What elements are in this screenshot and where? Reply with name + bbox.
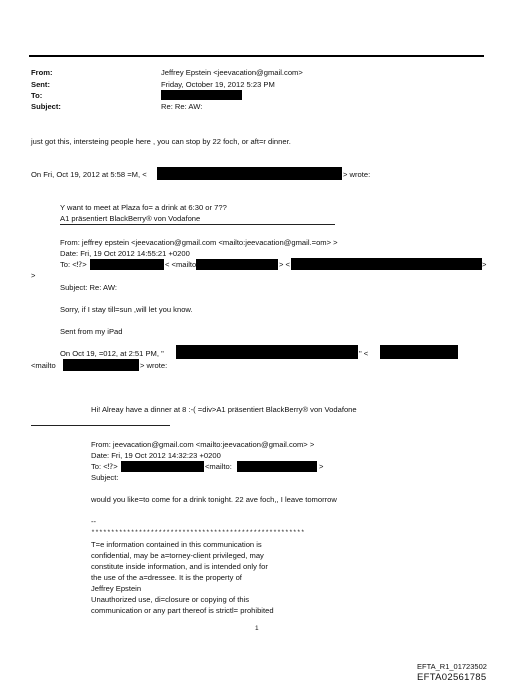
quote3-mailto: <mailto: [31, 361, 56, 370]
disclaimer-line: confidential, may be a=torney-client privileged, may: [91, 551, 264, 560]
redaction-to: [161, 90, 242, 100]
sent-value: Friday, October 19, 2012 5:23 PM: [161, 80, 275, 89]
quote4-subject: Subject:: [91, 473, 119, 482]
quote2-date: Date: Fri, 19 Oct 2012 14:55:21 +0200: [60, 249, 190, 258]
page-number: 1: [255, 625, 259, 632]
quote2-sent: Sent from my iPad: [60, 327, 123, 336]
subject-value: Re: Re: AW:: [161, 102, 203, 111]
quote3-body: Hi! Alreay have a dinner at 8 :-( =div>A1 präsentiert BlackBerry® von Vodafone: [91, 405, 357, 414]
redaction-q4-to-2: [237, 461, 317, 472]
quote4-dash: --: [91, 517, 97, 526]
quote1-line1: Y want to meet at Plaza fo= a drink at 6:30 or 7??: [60, 203, 227, 212]
redaction-q4-to-1: [121, 461, 204, 472]
quote3-on-prefix: On Oct 19, =012, at 2:51 PM, ": [60, 349, 164, 358]
disclaimer-line: Unauthorized use, di=closure or copying of this: [91, 595, 250, 604]
quote2-from: From: jeffrey epstein <jeevacation@gmail.com <mailto:jeevacation@gmail.=om> >: [60, 238, 338, 247]
from-value: Jeffrey Epstein <jeevacation@gmail.com>: [161, 68, 303, 77]
quote2-gt-line: >: [31, 271, 36, 280]
disclaimer-line: constitute inside information, and is intended only for: [91, 562, 268, 571]
quote2-to-mailto: < <mailto: [165, 260, 197, 269]
quote2-subject: Subject: Re: AW:: [60, 283, 117, 292]
quote3-on-mid: " <: [359, 349, 369, 358]
redaction-q3-mailto: [63, 359, 139, 371]
quote3-divider: [31, 425, 170, 426]
disclaimer-line: the use of the a=dressee. It is the property of: [91, 573, 242, 582]
redaction-q2-to-2: [196, 259, 278, 270]
quote2-to-gt: >: [482, 260, 487, 269]
bates-number-1: EFTA_R1_01723502: [417, 662, 487, 671]
sent-label: Sent:: [31, 80, 50, 89]
quote4-to-mailto: <mailto:: [205, 462, 232, 471]
quote1-divider: [60, 224, 335, 225]
redaction-q2-to-3: [291, 258, 482, 270]
redaction-q3-email: [380, 345, 458, 359]
disclaimer-line: T=e information contained in this communication is: [91, 540, 262, 549]
disclaimer-stars: ******************************************************: [91, 529, 305, 536]
quote2-body: Sorry, if I stay till=sun ,will let you know.: [60, 305, 193, 314]
redaction-on-line: [157, 167, 342, 180]
quote4-to-prefix: To: <⁉>: [91, 462, 118, 471]
on-line-suffix: > wrote:: [343, 170, 371, 179]
to-label: To:: [31, 91, 43, 100]
from-label: From:: [31, 68, 53, 77]
redaction-q2-to-1: [90, 259, 164, 270]
disclaimer-line: communication or any part thereof is strictl= prohibited: [91, 606, 274, 615]
bates-number-2: EFTA02561785: [417, 672, 487, 683]
quote4-to-gt: >: [319, 462, 324, 471]
redaction-q3-name: [176, 345, 358, 359]
quote1-line2: A1 präsentiert BlackBerry® von Vodafone: [60, 214, 201, 223]
quote2-to-prefix: To: <⁉>: [60, 260, 87, 269]
on-line-prefix: On Fri, Oct 19, 2012 at 5:58 =M, <: [31, 170, 147, 179]
quote3-wrote: > wrote:: [140, 361, 168, 370]
quote4-from: From: jeevacation@gmail.com <mailto:jeevacation@gmail.com> >: [91, 440, 315, 449]
quote2-to-lt: > <: [279, 260, 290, 269]
subject-label: Subject:: [31, 102, 61, 111]
quote4-body: would you like=to come for a drink tonight. 22 ave foch,, I leave tomorrow: [91, 495, 337, 504]
reply-text: just got this, intersteing people here , you can stop by 22 foch, or aft=r dinner.: [31, 137, 291, 146]
quote4-date: Date: Fri, 19 Oct 2012 14:32:23 +0200: [91, 451, 221, 460]
disclaimer-line: Jeffrey Epstein: [91, 584, 142, 593]
header-top-rule: [29, 55, 484, 57]
